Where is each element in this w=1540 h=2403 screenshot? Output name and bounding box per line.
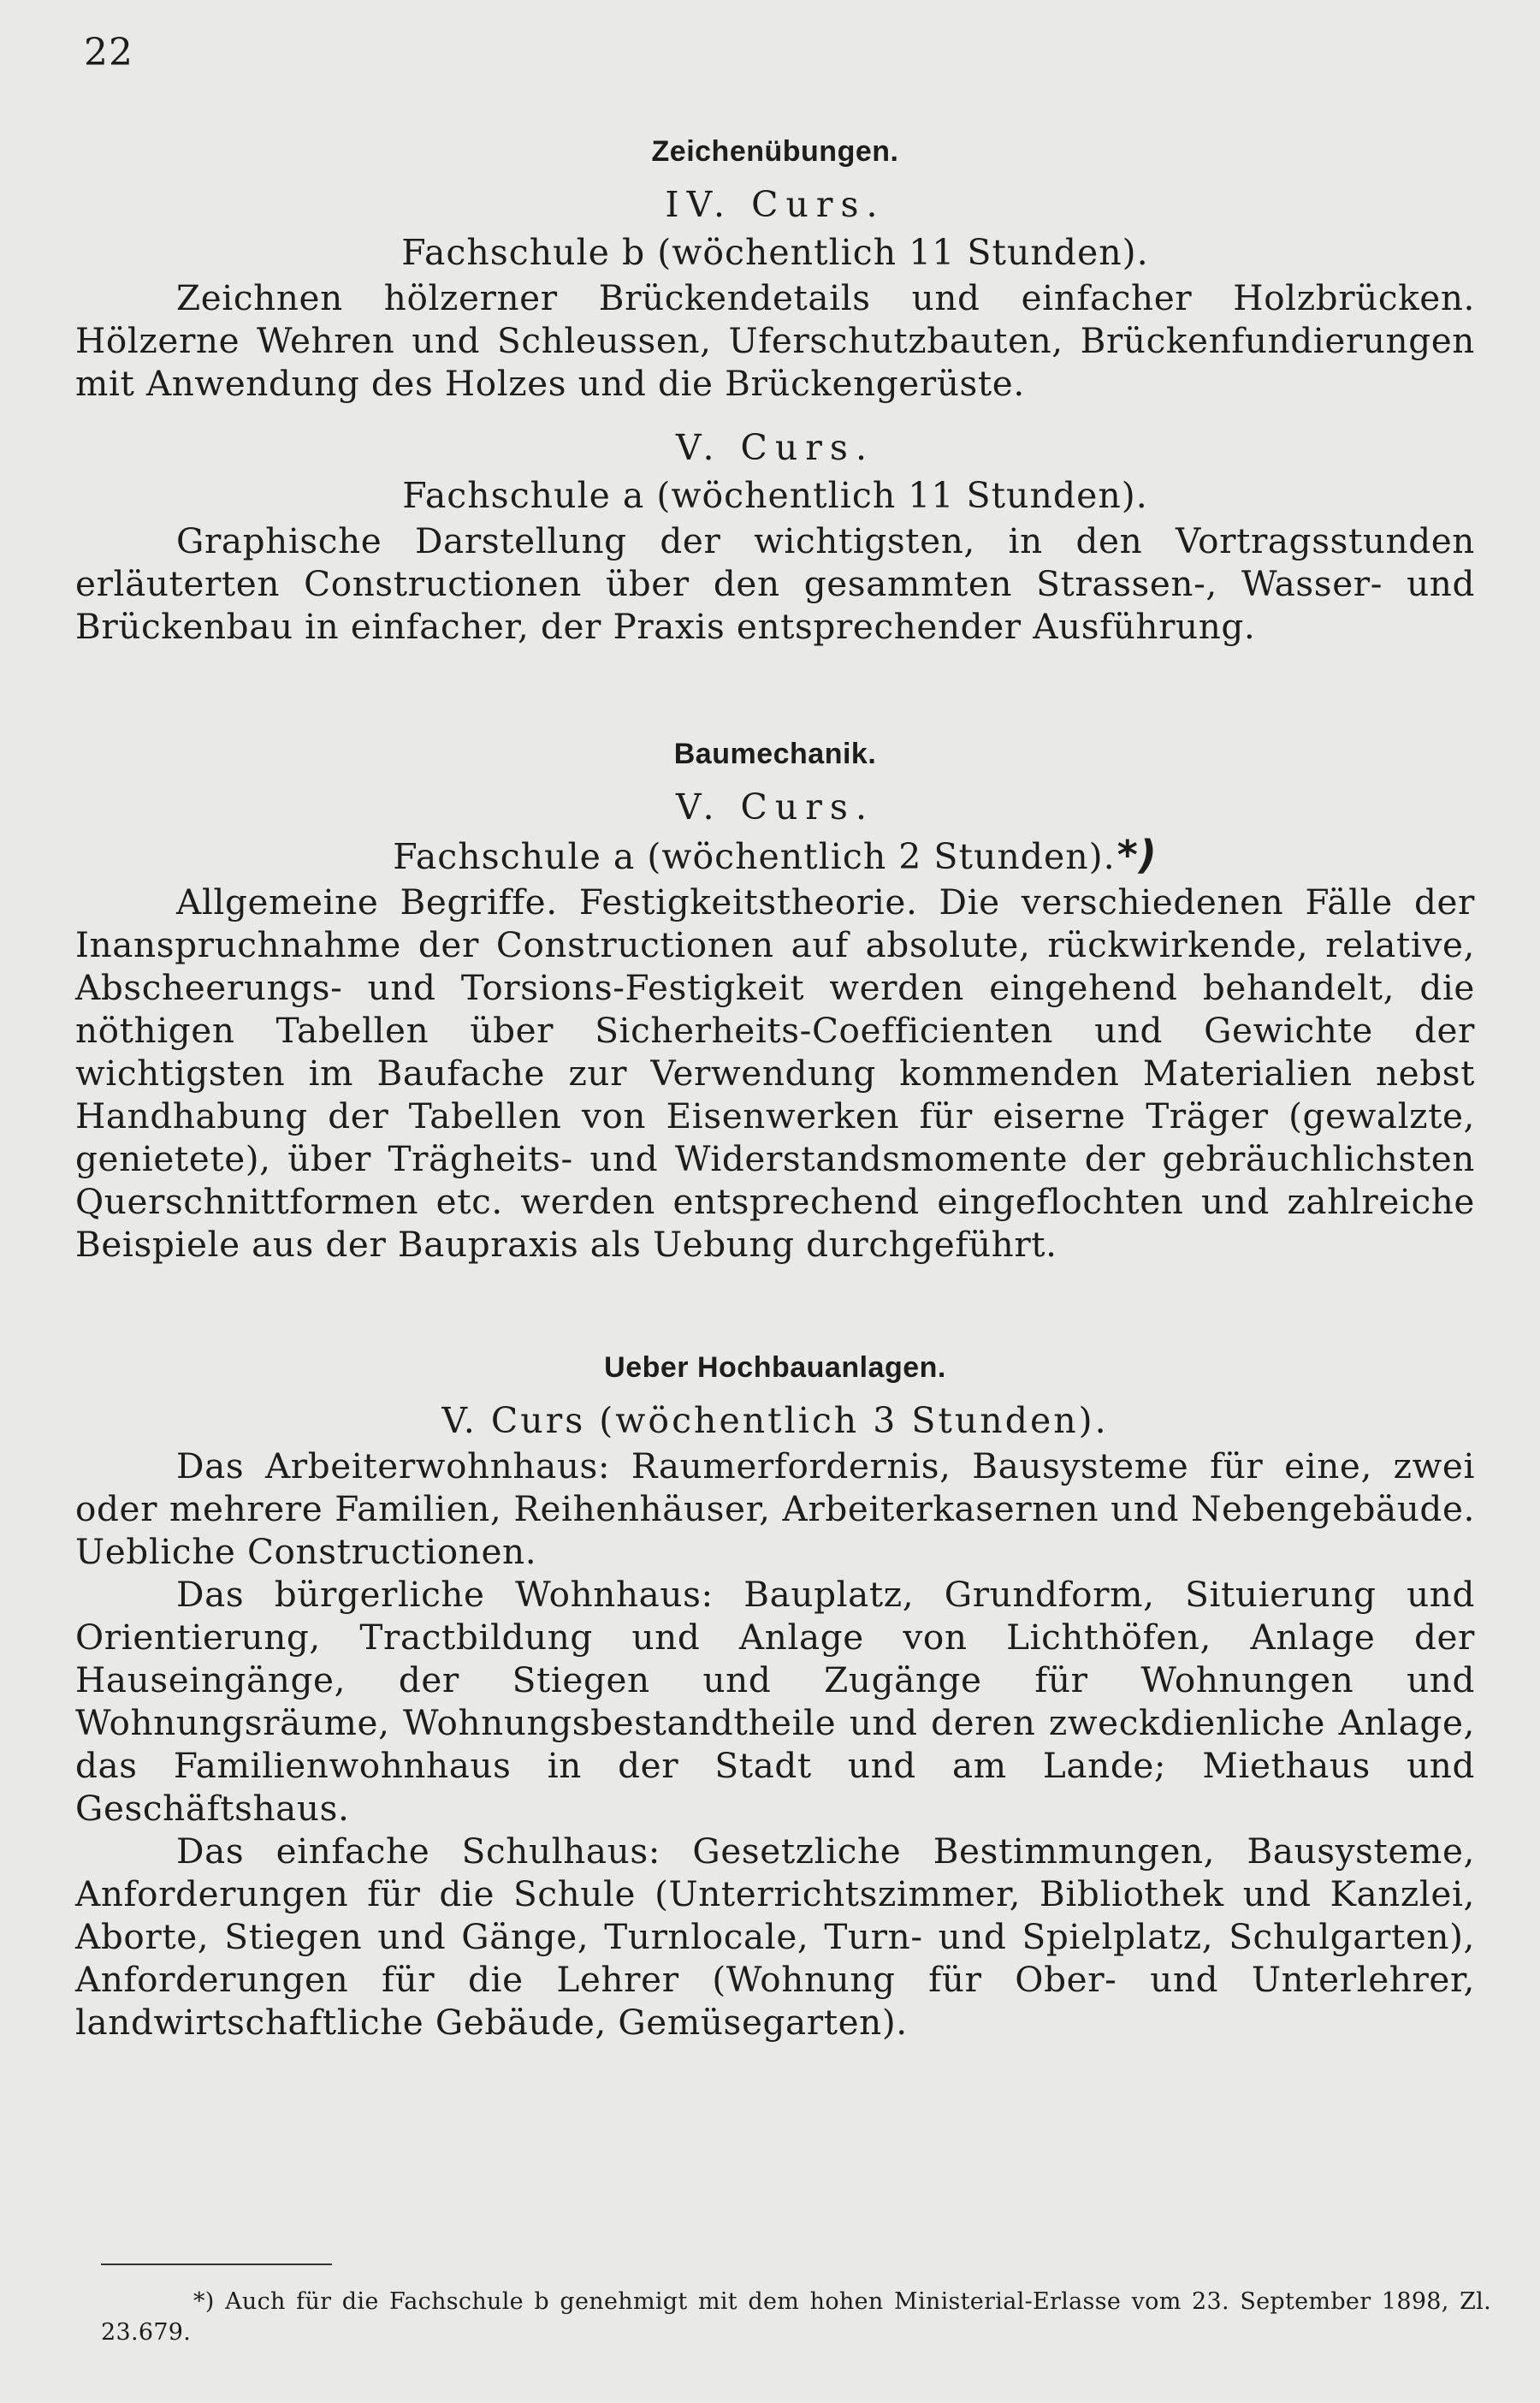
- page-content: [75, 135, 1475, 2044]
- section-title: Ueber Hochbauanlagen.: [604, 1351, 946, 1384]
- course-heading: V. Curs (wöchentlich 3 Stunden).: [441, 1400, 1109, 1441]
- course-schedule: Fachschule b (wöchentlich 11 Stunden).: [401, 232, 1149, 273]
- paragraph-schulhaus: Das einfache Schulhaus: Gesetzliche Bestimmungen, Bausysteme, Anforderungen für die Schule (Unterrichtszimmer, Bibliothek und Kanzlei, Aborte, Stiegen und Gänge, Turnlocale, Turn- und Spielplatz, Schulgarten), Anforderungen für die Lehrer (Wohnung für Ober- und Unterlehrer, landwirtschaftliche Gebäude, Gemüsegarten).: [75, 1830, 1475, 2043]
- page-number: 22: [84, 31, 133, 74]
- course-heading: V. Curs.: [676, 786, 874, 828]
- section-baumechanik: [75, 738, 1475, 1266]
- course-heading: IV. Curs.: [665, 184, 886, 225]
- course-description: Graphische Darstellung der wichtigsten, in den Vortragsstunden erläuterten Constructionen über den gesammten Strassen-, Wasser- und Brückenbau in einfacher, der Praxis entsprechender Ausführung.: [75, 520, 1475, 647]
- section-hochbauanlagen: [75, 1351, 1475, 2044]
- section-title: Baumechanik.: [673, 738, 877, 770]
- footnote-divider: [101, 2264, 332, 2265]
- paragraph-buergerliches-wohnhaus: Das bürgerliche Wohnhaus: Bauplatz, Grundform, Situierung und Orientierung, Tractbildung und Anlage von Lichthöfen, Anlage der Hauseingänge, der Stiegen und Zugänge für Wohnungen und Wohnungsräume, Wohnungsbestandtheile und deren zweckdienliche Anlage, das Familienwohnhaus in der Stadt und am Lande; Miethaus und Geschäftshaus.: [75, 1574, 1475, 1829]
- paragraph-arbeiterwohnhaus: Das Arbeiterwohnhaus: Raumerfordernis, Bausysteme für eine, zwei oder mehrere Familien, Reihenhäuser, Arbeiterkasernen und Nebengebäude. Uebliche Constructionen.: [75, 1445, 1475, 1572]
- course-description: Zeichnen hölzerner Brückendetails und einfacher Holzbrücken. Hölzerne Wehren und Schleussen, Uferschutzbauten, Brückenfundierungen mit Anwendung des Holzes und die Brückengerüste.: [75, 277, 1475, 404]
- course-schedule-text: Fachschule a (wöchentlich 2 Stunden).: [393, 836, 1116, 877]
- course-heading: V. Curs.: [676, 427, 874, 468]
- course-schedule: Fachschule a (wöchentlich 11 Stunden).: [402, 475, 1148, 516]
- course-description: Allgemeine Begriffe. Festigkeitstheorie. Die verschiedenen Fälle der Inanspruchnahme der Constructionen auf absolute, rückwirkende, relative, Abscheerungs- und Torsions-Festigkeit werden eingehend behandelt, die nöthigen Tabellen über Sicherheits-Coefficienten und Gewichte der wichtigsten im Baufache zur Verwendung kommenden Materialien nebst Handhabung der Tabellen von Eisenwerken für eiserne Träger (gewalzte, genietete), über Trägheits- und Widerstandsmomente der gebräuchlichsten Querschnittformen etc. werden entsprechend eingeflochten und zahlreiche Beispiele aus der Baupraxis als Uebung durchgeführt.: [75, 881, 1475, 1265]
- footnote: *) Auch für die Fachschule b genehmigt mit dem hohen Ministerial-Erlasse vom 23. September 1898, Zl. 23.679.: [101, 2288, 1491, 2346]
- course-schedule: [75, 831, 1475, 881]
- footnote-mark: *): [1116, 832, 1158, 878]
- section-title: Zeichenübungen.: [651, 135, 899, 168]
- section-zeichenuebungen: [75, 135, 1475, 648]
